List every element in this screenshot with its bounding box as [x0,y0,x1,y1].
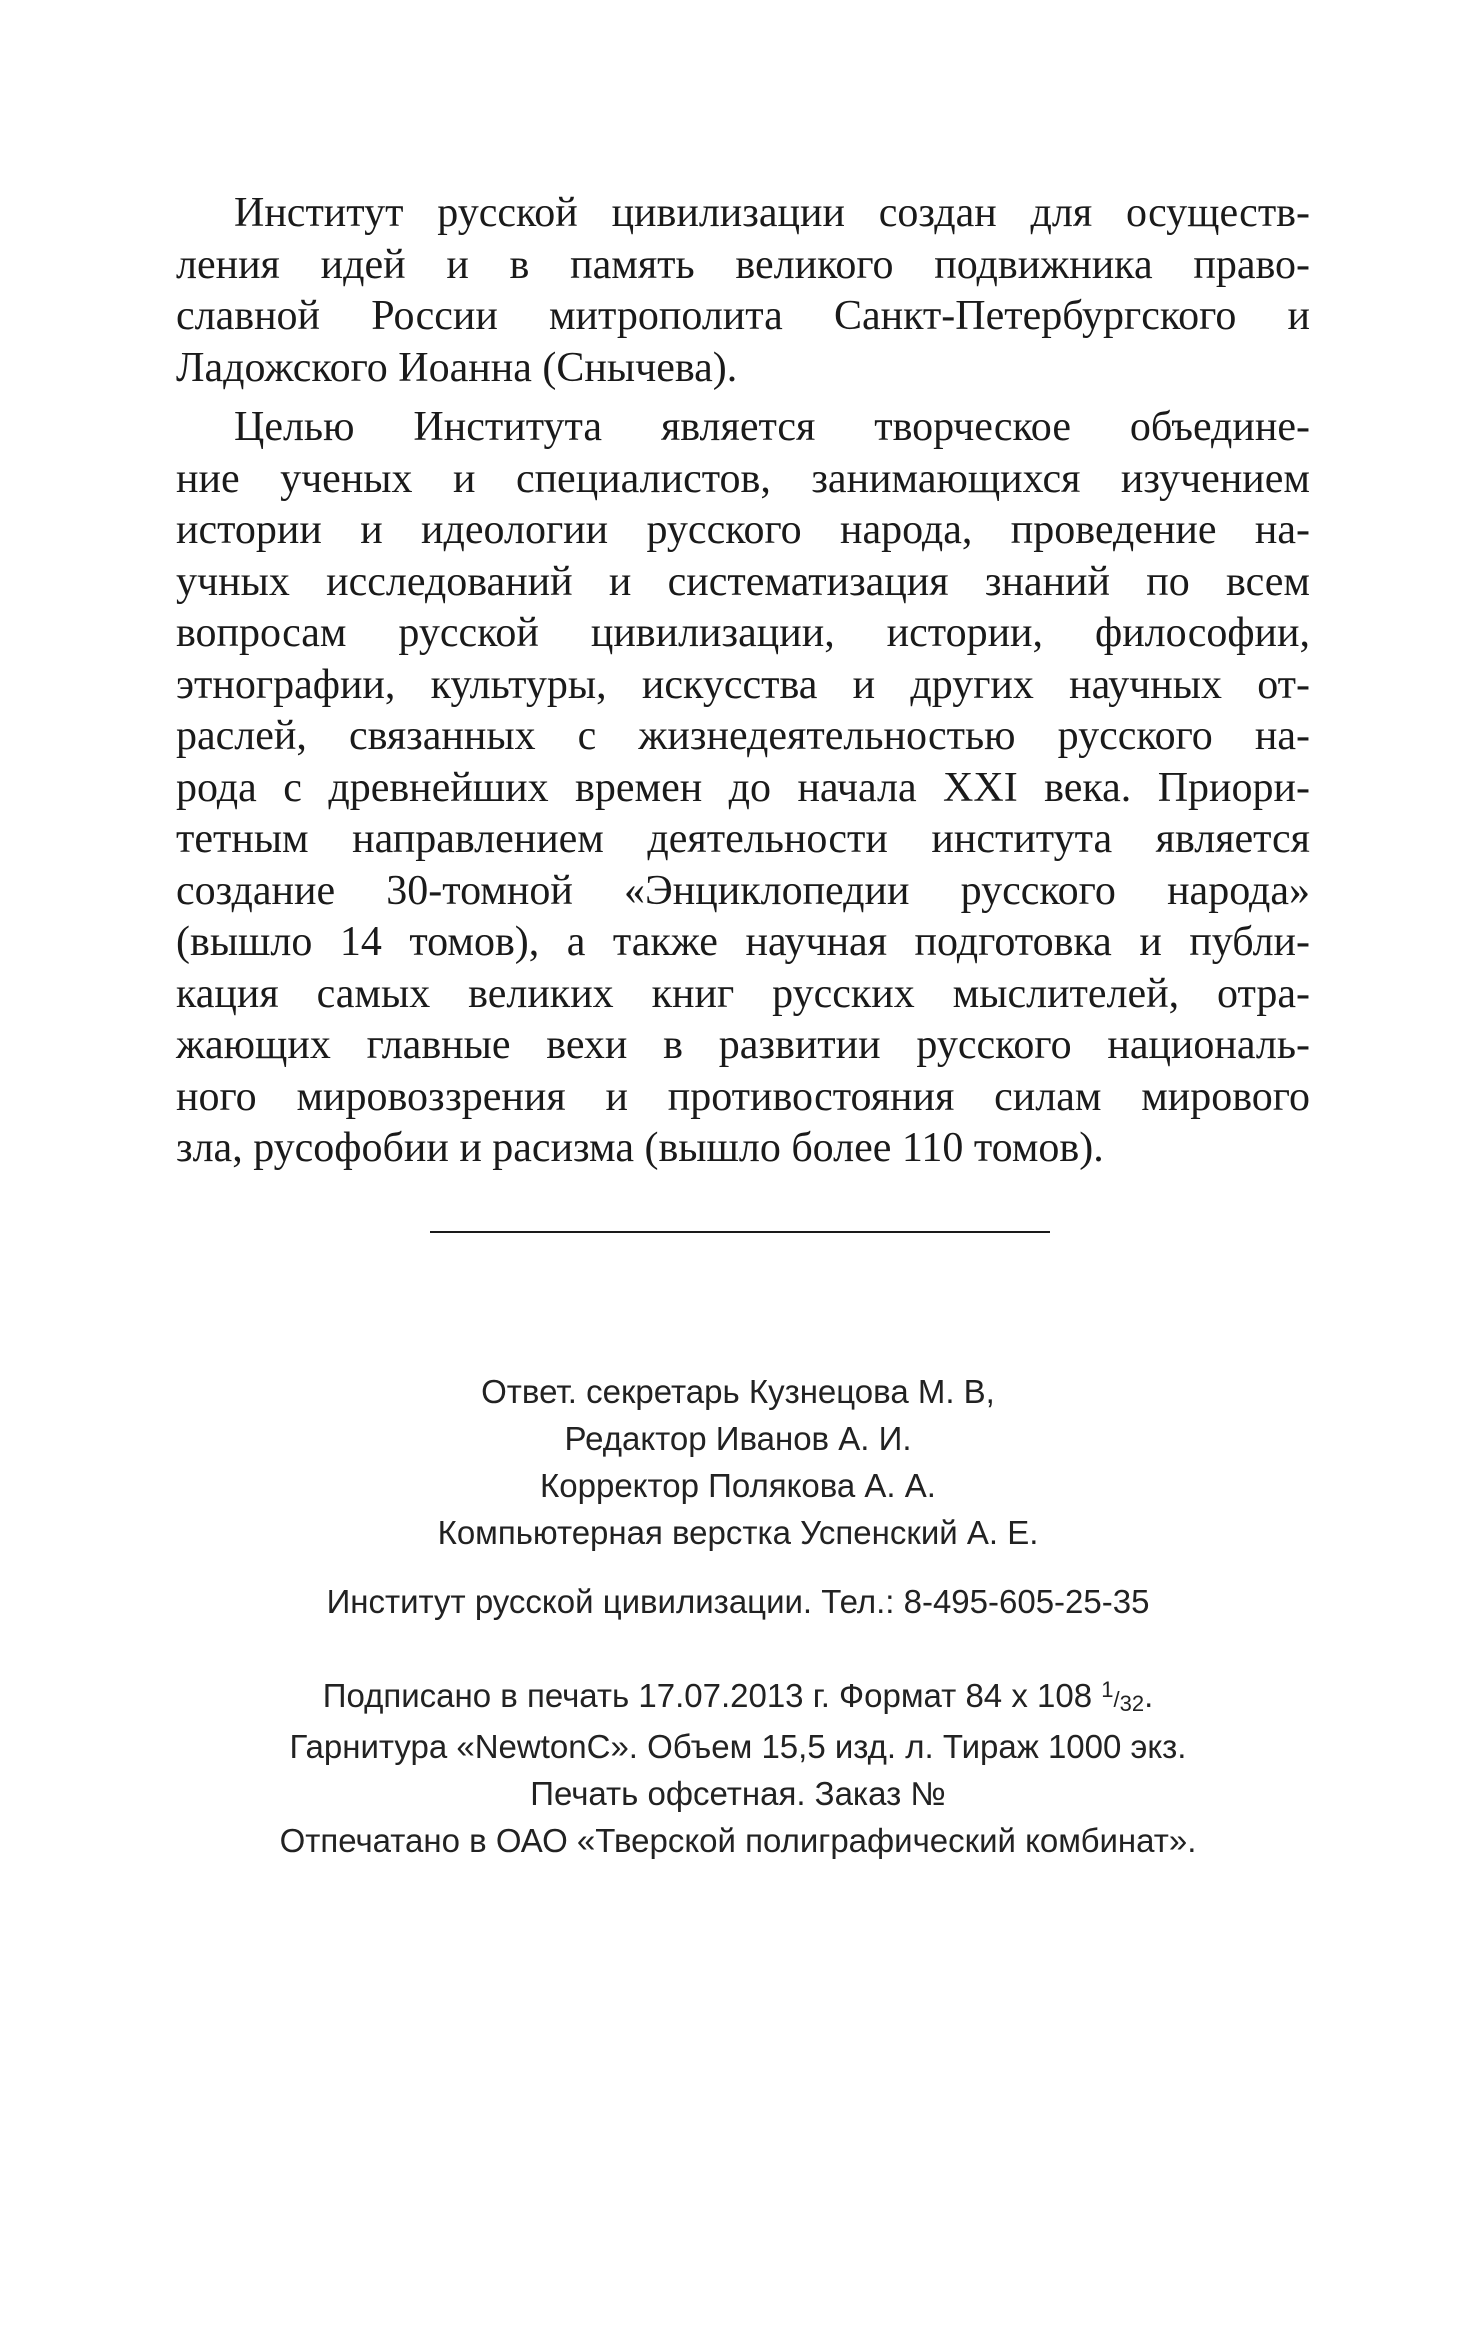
paragraph-gap [176,394,1310,402]
format-fraction-separator: / [1113,1687,1120,1712]
text-line: (вышло 14 томов), а также научная подготовка и публи- [176,919,1310,965]
text-line: зла, русофобии и расизма (вышло более 110 томов). [176,1125,1104,1171]
print-date-text: Подписано в печать 17.07.2013 г. Формат 84 x 108 [322,1677,1102,1714]
text-line: вопросам русской цивилизации, истории, философии, [176,610,1310,656]
text-line: Ладожского Иоанна (Снычева). [176,344,738,391]
credit-secretary: Ответ. секретарь Кузнецова М. В, [481,1373,995,1410]
text-line: Институт русской цивилизации создан для осуществ- [234,190,1310,236]
text-line: истории и идеологии русского народа, проведение на- [176,507,1310,553]
printer-line: Отпечатано в ОАО «Тверской полиграфический комбинат». [279,1822,1197,1859]
divider-rule [430,1231,1050,1233]
credit-proofreader: Корректор Полякова А. А. [540,1467,936,1504]
credit-layout: Компьютерная верстка Успенский А. Е. [437,1514,1039,1551]
contact-block [0,1578,1476,1625]
text-line: создание 30-томной «Энциклопедии русского народа» [176,867,1310,914]
typeface-volume-run: Гарнитура «NewtonC». Объем 15,5 изд. л. Тираж 1000 экз. [289,1728,1187,1765]
text-line: ного мировоззрения и противостояния силам мирового [176,1073,1310,1120]
print-method-order: Печать офсетная. Заказ № [530,1775,946,1812]
paragraph-2 [176,402,1310,1175]
text-line: раслей, связанных с жизнедеятельностью русского на- [176,713,1310,759]
text-line: ние ученых и специалистов, занимающихся изучением [176,455,1310,502]
credits-block [0,1368,1476,1556]
text-line: учных исследований и систематизация знаний по всем [176,558,1310,605]
print-date-format [0,1672,1476,1723]
text-line: жающих главные вехи в развитии русского националь- [176,1022,1310,1068]
paragraph-1 [176,188,1310,394]
format-fraction [1101,1677,1145,1716]
text-line: ления идей и в память великого подвижника право- [176,241,1310,288]
text-line: рода с древнейших времен до начала XXI века. Приори- [176,764,1310,811]
text-line: Целью Института является творческое объедине- [234,404,1310,450]
text-line: славной России митрополита Санкт-Петербургского и [176,293,1310,339]
print-date-suffix: . [1144,1677,1154,1714]
main-text [176,188,1310,1175]
format-fraction-denominator: 32 [1119,1691,1145,1716]
contact-line: Институт русской цивилизации. Тел.: 8-495-605-25-35 [326,1583,1150,1620]
print-info-block [0,1672,1476,1864]
text-line: тетным направлением деятельности института является [176,816,1310,862]
text-line: кация самых великих книг русских мыслителей, отра- [176,970,1310,1017]
format-fraction-numerator: 1 [1101,1677,1114,1702]
credit-editor: Редактор Иванов А. И. [564,1420,912,1457]
text-line: этнографии, культуры, искусства и других научных от- [176,661,1310,708]
